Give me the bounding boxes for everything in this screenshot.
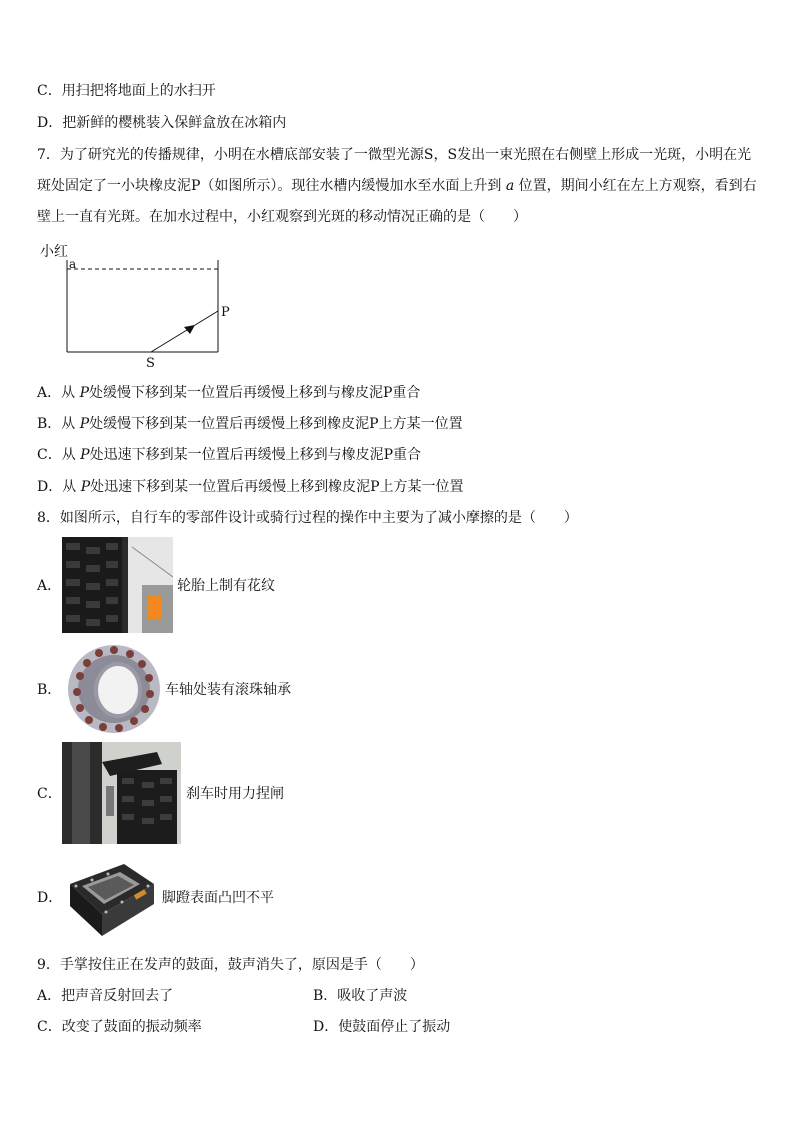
q7-option-c-prefix: C．从	[37, 447, 81, 463]
light-ray	[151, 311, 218, 352]
q8-option-d-label: D．	[37, 890, 63, 906]
q8-option-a-caption: 轮胎上制有花纹	[177, 578, 275, 594]
q7-stem-line2	[37, 176, 757, 196]
q7-option-d-prefix: D．从	[37, 479, 81, 495]
q8-option-b-label: B．	[37, 682, 62, 698]
q8-option-c-caption: 刹车时用力捏闸	[186, 786, 284, 802]
q7-option-c-text: 处迅速下移到某一位置后再缓慢上移到与橡皮泥P重合	[89, 447, 422, 463]
brake-photo	[62, 742, 181, 844]
source-label-s: S	[146, 356, 155, 371]
tire-tread-photo	[62, 537, 173, 633]
q9-option-c: C．改变了鼓面的振动频率	[37, 1019, 202, 1035]
q7-option-b-prefix: B．从	[37, 416, 80, 432]
q7-option-a-p: P	[79, 385, 89, 401]
q7-stem-line1: 7．为了研究光的传播规律，小明在水槽底部安装了一微型光源S，S发出一束光照在右侧壁上形成一光斑，小明在光	[37, 147, 752, 163]
q7-option-c	[37, 445, 421, 465]
option-c-prev: C．用扫把将地面上的水扫开	[37, 83, 216, 99]
q7-option-d-text: 处迅速下移到某一位置后再缓慢上移到橡皮泥P上方某一位置	[90, 479, 464, 495]
q7-tank-diagram	[30, 238, 250, 373]
q8-option-b-caption: 车轴处装有滚珠轴承	[165, 682, 291, 698]
q7-stem-line2-a: 斑处固定了一小块橡皮泥P（如图所示）。现往水槽内缓慢加水至水面上升到	[37, 178, 506, 194]
q9-option-b: B．吸收了声波	[313, 988, 408, 1004]
q7-stem-line2-b: 位置，期间小红在左上方观察，看到右	[514, 178, 757, 194]
q7-option-b	[37, 414, 463, 434]
q9-stem: 9．手掌按住正在发声的鼓面，鼓声消失了，原因是手（ ）	[37, 957, 424, 973]
observer-label: 小红	[40, 244, 68, 260]
level-label-a: a	[69, 257, 77, 271]
q8-option-a-label: A．	[37, 578, 62, 594]
q7-option-d-p: P	[80, 479, 91, 495]
ball-bearing-photo	[62, 640, 162, 738]
ray-arrowhead	[184, 325, 195, 334]
q7-option-a	[37, 383, 420, 403]
q9-option-a: A．把声音反射回去了	[37, 988, 174, 1004]
q7-stem-line3: 壁上一直有光斑。在加水过程中，小红观察到光斑的移动情况正确的是（ ）	[37, 209, 527, 225]
q7-option-b-text: 处缓慢下移到某一位置后再缓慢上移到橡皮泥P上方某一位置	[89, 416, 463, 432]
q7-option-b-p: P	[79, 416, 90, 432]
q7-level-symbol: a	[505, 178, 515, 194]
q7-option-a-prefix: A．从	[37, 385, 80, 401]
q7-option-a-text: 处缓慢下移到某一位置后再缓慢上移到与橡皮泥P重合	[88, 385, 421, 401]
q7-option-c-p: P	[80, 447, 90, 463]
q8-option-d-caption: 脚蹬表面凸凹不平	[162, 890, 274, 906]
pedal-photo	[62, 854, 159, 942]
q9-option-d: D．使鼓面停止了振动	[313, 1019, 451, 1035]
spot-label-p: P	[221, 305, 230, 320]
q7-option-d	[37, 477, 464, 497]
q8-stem: 8．如图所示，自行车的零部件设计或骑行过程的操作中主要为了减小摩擦的是（ ）	[37, 510, 578, 526]
q8-option-c-label: C．	[37, 786, 62, 802]
option-d-prev: D．把新鲜的樱桃装入保鲜盒放在冰箱内	[37, 115, 287, 131]
